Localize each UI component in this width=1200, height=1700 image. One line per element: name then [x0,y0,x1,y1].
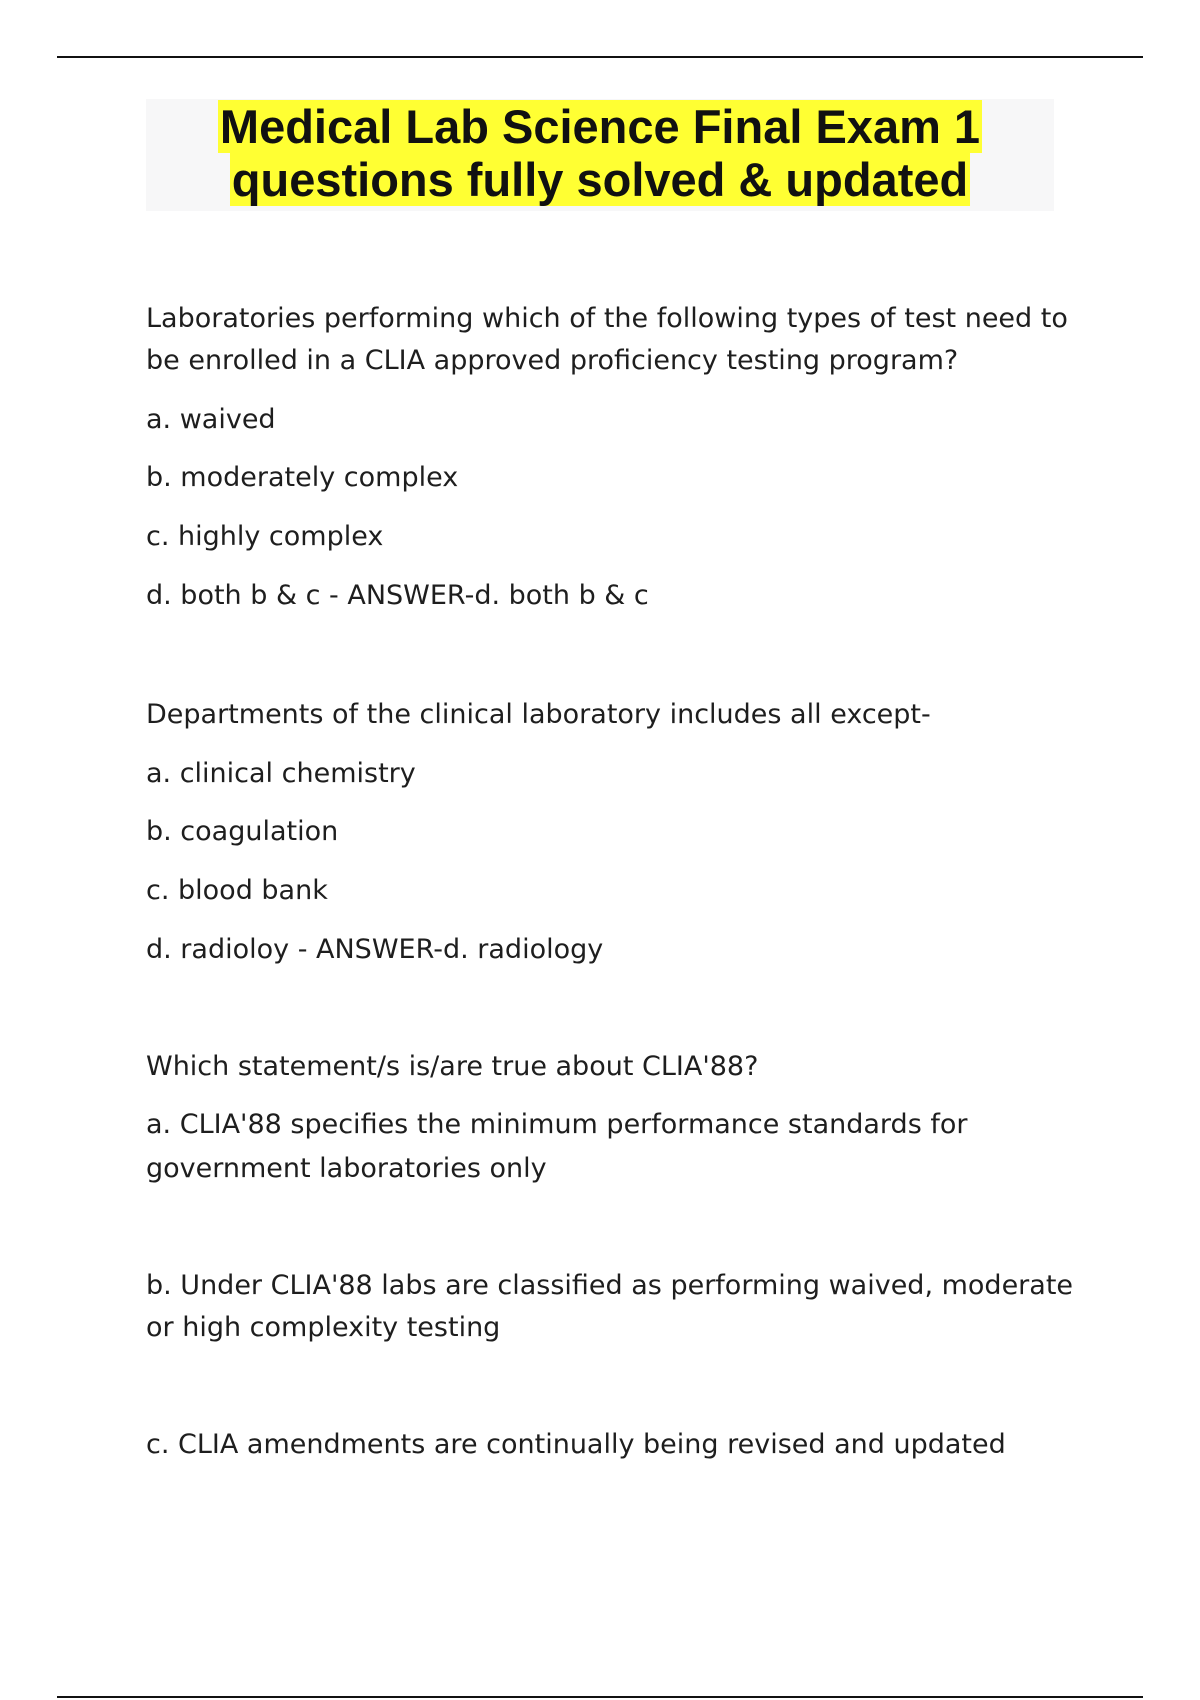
header-rule [57,56,1143,58]
footer-rule [57,1696,1143,1698]
question-1-option-c: c. highly complex [146,521,384,552]
question-2-option-c: c. blood bank [146,875,328,906]
question-1-option-b: b. moderately complex [146,462,459,493]
question-1-prompt-line-1: Laboratories performing which of the following types of test need to [146,303,1068,334]
question-3-prompt: Which statement/s is/are true about CLIA'88? [146,1051,759,1082]
question-1-prompt-line-2: be enrolled in a CLIA approved proficiency testing program? [146,345,959,376]
question-3-option-a-line-2: government laboratories only [146,1153,547,1184]
question-3-option-c: c. CLIA amendments are continually being revised and updated [146,1429,1006,1460]
question-2-prompt: Departments of the clinical laboratory includes all except- [146,699,931,730]
question-2-option-b: b. coagulation [146,816,339,847]
question-3-option-b-line-2: or high complexity testing [146,1312,501,1343]
question-3-option-a-line-1: a. CLIA'88 specifies the minimum performance standards for [146,1109,968,1140]
question-1-option-a: a. waived [146,404,276,435]
question-1-option-d-answer: d. both b & c - ANSWER-d. both b & c [146,580,649,611]
document-title [146,99,1054,211]
title-line-2: questions fully solved & updated [231,153,969,206]
question-3-option-b-line-1: b. Under CLIA'88 labs are classified as performing waived, moderate [146,1270,1074,1301]
question-2-option-a: a. clinical chemistry [146,758,416,789]
title-line-1: Medical Lab Science Final Exam 1 [219,100,981,153]
question-2-option-d-answer: d. radioloy - ANSWER-d. radiology [146,934,604,965]
